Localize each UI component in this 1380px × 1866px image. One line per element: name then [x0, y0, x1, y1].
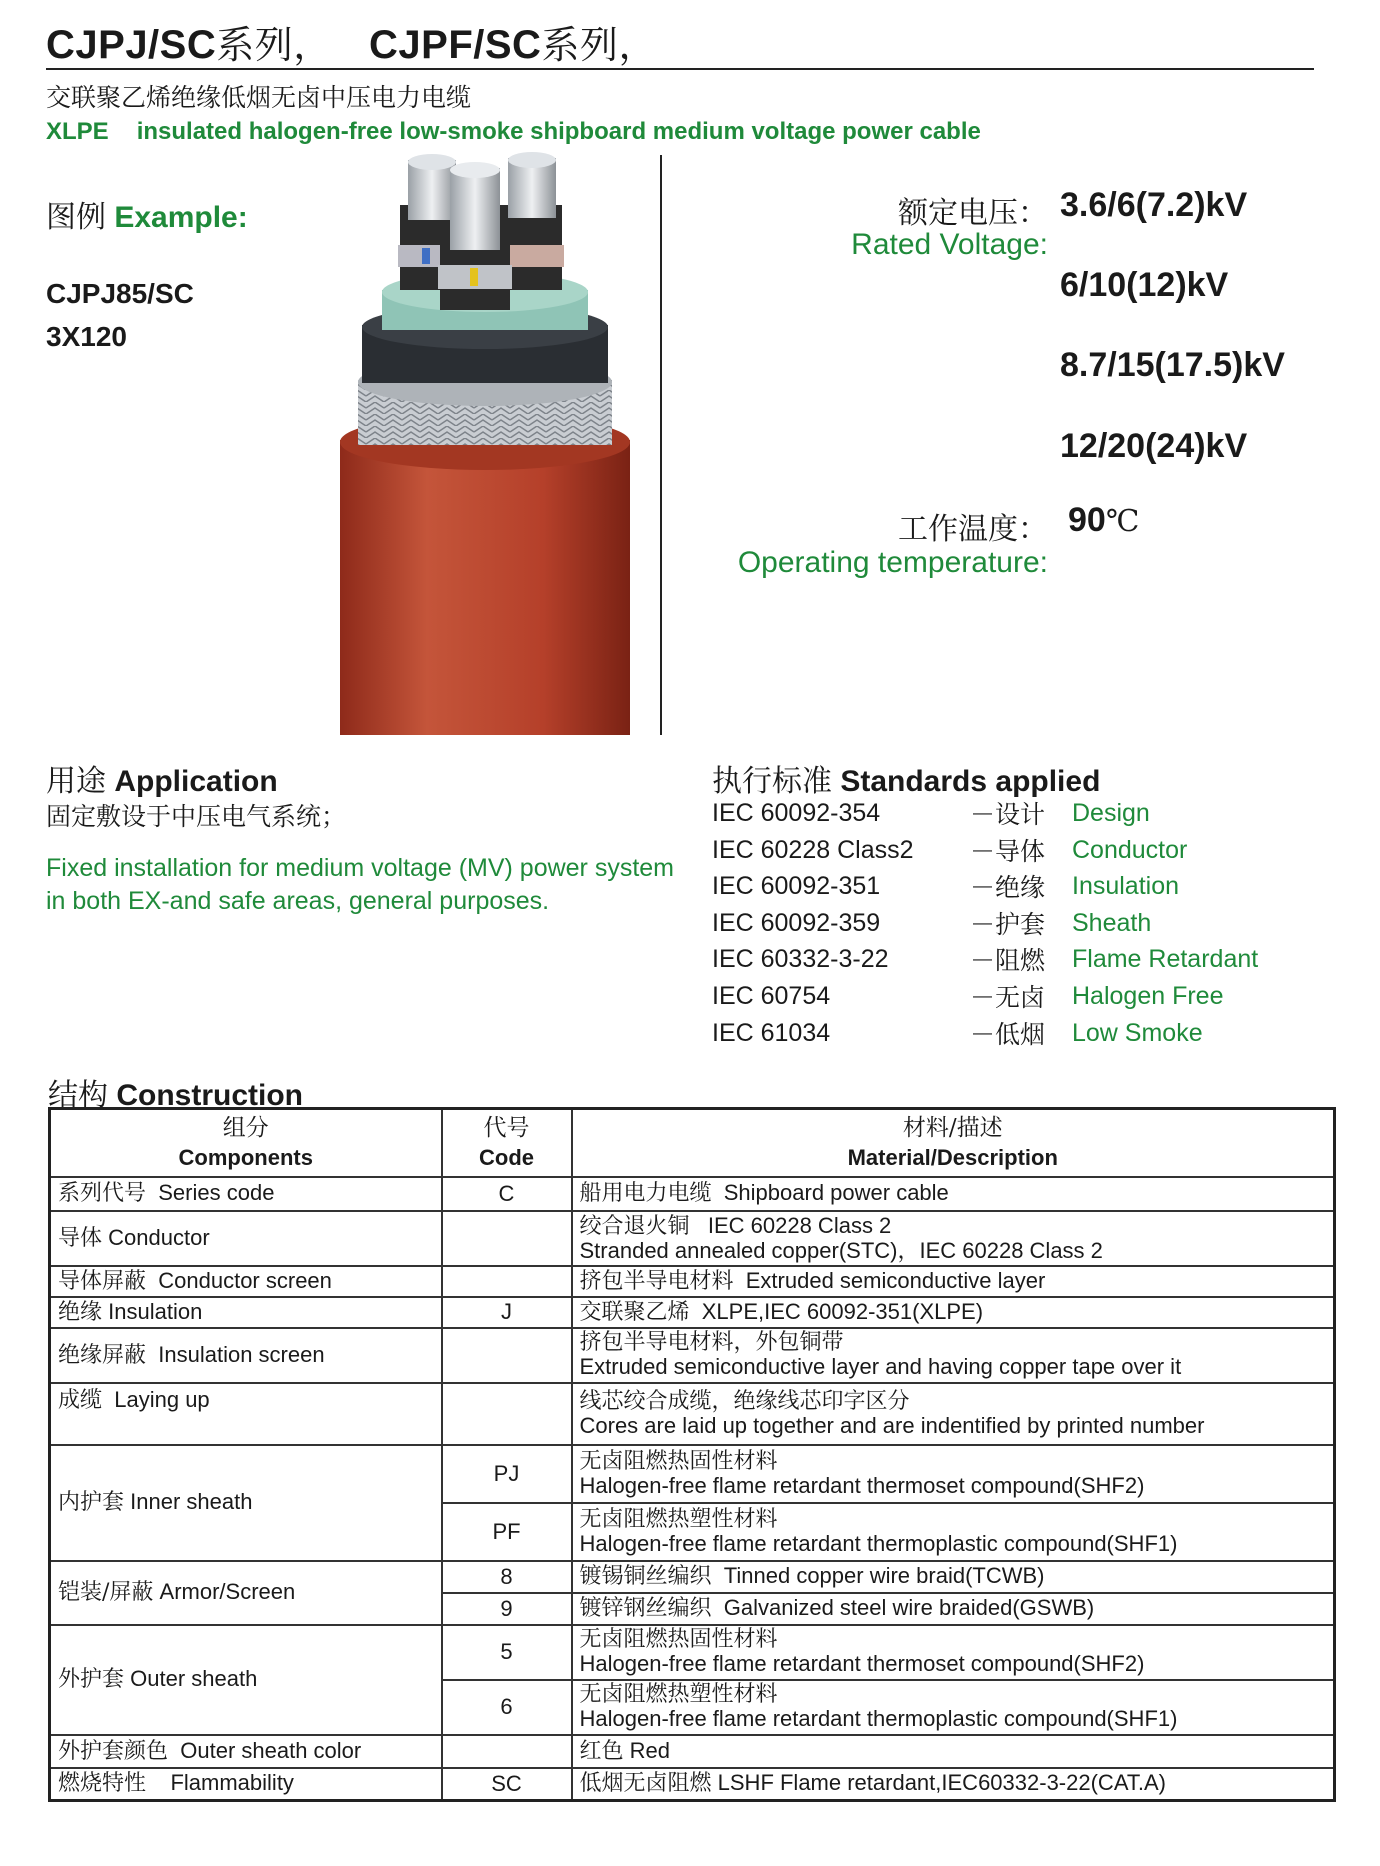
- example-model: [46, 272, 194, 358]
- standard-item: IEC 60754 －无卤 Halogen Free: [712, 981, 1224, 1012]
- standards-list: [712, 795, 1332, 1051]
- standard-item: IEC 60228 Class2 －导体 Conductor: [712, 835, 1188, 866]
- subtitle-chinese: 交联聚乙烯绝缘低烟无卤中压电力电缆: [46, 83, 472, 112]
- table-header-row: [50, 1109, 1335, 1177]
- operating-temp-value: 90℃: [1068, 501, 1140, 539]
- table-row: 导体 Conductor 绞合退火铜 IEC 60228 Class 2 Stranded annealed copper(STC)，IEC 60228 Class 2: [50, 1211, 1335, 1266]
- operating-temp-label-cn: 工作温度：: [898, 512, 1048, 547]
- table-row: 绝缘屏蔽 Insulation screen 挤包半导电材料，外包铜带 Extruded semiconductive layer and having copper tape over it: [50, 1328, 1335, 1383]
- cable-illustration: [330, 150, 640, 735]
- outer-sheath-shape: [340, 440, 630, 735]
- standard-item: IEC 60092-359 －护套 Sheath: [712, 908, 1152, 939]
- table-row: 外护套 Outer sheath 5 无卤阻燃热固性材料 Halogen-free flame retardant thermoset compound(SHF2): [50, 1625, 1335, 1680]
- model-size: 3X120: [46, 321, 127, 352]
- construction-heading: 结构 Construction: [48, 1078, 303, 1113]
- application-text-en: Fixed installation for medium voltage (MV) power system in both EX-and safe areas, general purposes.: [46, 854, 675, 915]
- application-heading: 用途 Application: [46, 764, 278, 799]
- title-divider: [46, 68, 1314, 70]
- table-row: 系列代号 Series code C 船用电力电缆 Shipboard power cable: [50, 1177, 1335, 1211]
- page-title: CJPJ/SC系列， CJPF/SC系列，: [46, 23, 657, 67]
- table-row: 6 无卤阻燃热塑性材料 Halogen-free flame retardant thermoplastic compound(SHF1): [50, 1680, 1335, 1735]
- col-header-material: 材料/描述 Material/Description: [572, 1109, 1335, 1177]
- standard-item: IEC 60332-3-22 －阻燃 Flame Retardant: [712, 945, 1259, 976]
- table-row: 燃烧特性 Flammability SC 低烟无卤阻燃 LSHF Flame retardant,IEC60332-3-22(CAT.A): [50, 1768, 1335, 1801]
- example-label: 图例 Example:: [46, 200, 248, 235]
- table-row: PF 无卤阻燃热塑性材料 Halogen-free flame retardant thermoplastic compound(SHF1): [50, 1503, 1335, 1561]
- model-code: CJPJ85/SC: [46, 278, 194, 309]
- rated-voltage-value: 3.6/6(7.2)kV: [1060, 186, 1248, 224]
- table-row: 9 镀锌钢丝编织 Galvanized steel wire braided(GSWB): [50, 1593, 1335, 1625]
- rated-voltage-label-cn: 额定电压：: [898, 196, 1048, 231]
- col-header-code: 代号 Code: [442, 1109, 572, 1177]
- table-row: 绝缘 Insulation J 交联聚乙烯 XLPE,IEC 60092-351(XLPE): [50, 1297, 1335, 1328]
- rated-voltage-value: 12/20(24)kV: [1060, 427, 1248, 465]
- table-row: 内护套 Inner sheath PJ 无卤阻燃热固性材料 Halogen-free flame retardant thermoset compound(SHF2): [50, 1445, 1335, 1503]
- rated-voltage-label-en: Rated Voltage:: [851, 228, 1048, 261]
- standard-item: IEC 60092-351 －绝缘 Insulation: [712, 872, 1180, 903]
- rated-voltage-value: 8.7/15(17.5)kV: [1060, 346, 1285, 384]
- standard-item: IEC 61034 －低烟 Low Smoke: [712, 1018, 1203, 1049]
- title-series-1: CJPJ/SC: [46, 23, 217, 67]
- vertical-divider: [660, 155, 662, 735]
- table-row: 外护套颜色 Outer sheath color 红色 Red: [50, 1735, 1335, 1768]
- table-row: 铠装/屏蔽 Armor/Screen 8 镀锡铜丝编织 Tinned copper wire braid(TCWB): [50, 1561, 1335, 1593]
- table-row: 成缆 Laying up 线芯绞合成缆，绝缘线芯印字区分 Cores are laid up together and are indentified by printed number: [50, 1383, 1335, 1445]
- subtitle-english: XLPE insulated halogen-free low-smoke shipboard medium voltage power cable: [46, 118, 981, 145]
- application-text-cn: 固定敷设于中压电气系统；: [46, 802, 347, 831]
- table-row: 导体屏蔽 Conductor screen 挤包半导电材料 Extruded semiconductive layer: [50, 1266, 1335, 1297]
- rated-voltage-value: 6/10(12)kV: [1060, 266, 1229, 304]
- title-series-2: CJPF/SC: [369, 23, 542, 67]
- operating-temp-label-en: Operating temperature:: [737, 546, 1048, 579]
- standards-heading: 执行标准 Standards applied: [712, 764, 1101, 799]
- construction-table: [48, 1107, 1336, 1802]
- standard-item: IEC 60092-354 －设计 Design: [712, 799, 1150, 829]
- col-header-components: 组分 Components: [50, 1109, 442, 1177]
